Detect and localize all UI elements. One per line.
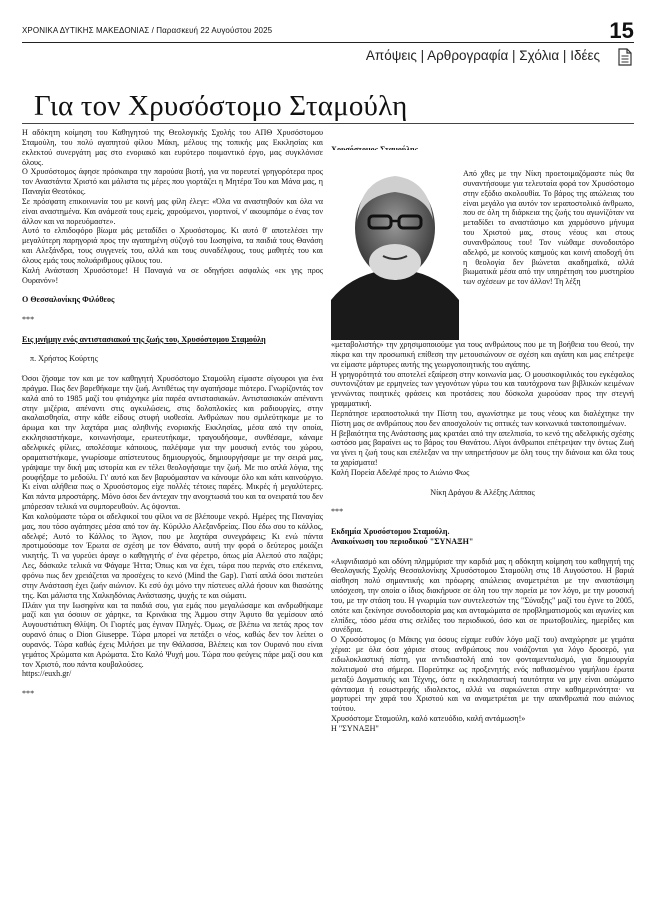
article-title: Για τον Χρυσόστομο Σταμούλη: [34, 90, 408, 122]
paragraph: Καλή Ανάσταση Χρυσόστομε! Η Παναγιά να σε οδηγήσει ασφαλώς «εκ γης προς Ουρανόν»!: [22, 265, 323, 285]
section-labels: Απόψεις | Αρθρογραφία | Σχόλια | Ιδέες: [365, 48, 600, 63]
paragraph: Η αδόκητη κοίμηση του Καθηγητού της Θεολογικής Σχολής του ΑΠΘ Χρυσόστομου Σταμούλη, του πολύ αγαπητού φίλου Μάκη, μέλους της τοπικής μας Εκκλησίας και εκλεκτού συνεργάτη μας στο ενοριακό και ευρύτερο ποιμαντικό έργο, μας συγκλόνισε όλους.: [22, 128, 323, 167]
separator-stars: ***: [22, 315, 35, 325]
right-column: [331, 340, 634, 734]
paragraph: Αυτό το ελπιδοφόρο βίωμα μάς μεταδίδει ο Χρυσόστομος. Κι αυτό θ' αποτελέσει την μεγαλύτερη παρηγοριά προς την αγαπημένη σύζυγό του Ιωσηφίνα, τα παιδιά τους Θανάση και Αλεξάνδρα, τους συγγενείς του, αλλά και τους συναδέλφους, τους μαθητές του και όλους εμάς τους πολυάριθμους φίλους του.: [22, 226, 323, 265]
signature: Ο Θεσσαλονίκης Φιλόθεος: [22, 295, 115, 305]
newspaper-name-date: ΧΡΟΝΙΚΑ ΔΥΤΙΚΗΣ ΜΑΚΕΔΟΝΙΑΣ / Παρασκευή 22 Αυγούστου 2025: [22, 26, 273, 35]
paragraph: Χρυσόστομε Σταμούλη, καλό κατευόδιο, καλή αντάμωση!»: [331, 714, 526, 724]
paragraph: Η βεβαιότητα της Ανάστασης μας κρατάει από την απελπισία, το κενό της αδελφικής σχέσης ωστόσο μας βαραίνει ως το βάρος του Θανάτου. Λίγοι άνθρωποι επέτρεψαν την όντως Ζωή να γίνει η ζωή τους και επέλεξαν να την υπηρετήσουν με όλη τους την διάνοια και όλα τους τα χαρίσματα!: [331, 428, 634, 468]
section-heading: Εις μνήμην ενός αντιστασιακού της ζωής του, Χρυσόστομου Σταμούλη: [22, 334, 266, 344]
left-column: [22, 128, 323, 699]
paragraph: «Αιφνιδιασμό και οδύνη πλημμύρισε την καρδιά μας η αδόκητη κοίμηση του καθηγητή της Θεολογικής Σχολής Θεσσαλονίκης Χρυσόστομου Σταμούλη στις 18 Αυγούστου. Η βαριά αίσθηση πολύ σημαντικής και πρόωρης απώλειας αναμετριέται με την αναστάσιμη υπόσχεση, την οποία ο ίδιος διακήρυσε σε όλη του την πορεία με τον λόγο, με την μουσική του, με την στάση του. Η γνωριμία των συντελεστών της "Σύναξης" μαζί του έγινε το 2005, οπότε και ξεκίνησε συνοδοιπορία μας και ανταμώματα σε προβληματισμούς και αγωνίες και ελπίδες, τόσο μέσα στις σελίδες του περιοδικού, όσο και σε πρωτοβουλίες, ημερίδες και συνέδρια.: [331, 556, 634, 635]
author-name: π. Χρήστος Κούρτης: [30, 354, 98, 364]
paragraph: Περπάτησε ιεραποστολικά την Πίστη του, αγωνίστηκε με τους νέους και διαλέχτηκε την Πίστη μας σε ανθρώπους που δεν αποσχολούν τις οπτικές των κοινωνικά τακτοποιημένων.: [331, 408, 634, 428]
signature: Η "ΣΥΝΑΞΗ": [331, 723, 379, 733]
separator-stars: ***: [331, 507, 344, 517]
separator-stars: ***: [22, 689, 35, 699]
paragraph: Και καλούμαστε τώρα οι αδελφικοί του φίλοι να σε βλέπουμε νεκρό. Ημέρες της Παναγίας μας, που τόσο αγάπησες μέσα από τον άγ. Κύριλλο Αλεξανδρείας. Που έδω σου το κάλλος, αδελφέ; Αυτό το Κάλλος το Άγιον, που με λαχτάρα συνεγράφεις; Κι ενώ πάντα προτιμούσαμε τον Έρωτα σε σχέση με τον Θάνατο, αυτή την φορά ο δεύτερος μοιάζει νικητής. Τι να γυρεύει άραγε ο καθηγητής σ' ένα φέρετρο, όπως μία Αλεπού στο παζάρι; Λες, δάσκαλε τελικά να Φάγαμε Ήττα; Όπως και να έχει, τώρα που περνάς στο επέκεινα, φρόνω πως δεν χρειάζεται να προσέχεις το κενό (Mind the Gap). Γιατί απλά όσοι πιστεύει στην Ανάσταση έχει ζωήν αιώνιον. Κι εσύ όχι μόνο την πίστευες αλλά ήσουν και θιασώτης της. Και μάλιστα της Χαλκηδόνιας Ανάστασης, ψυχής τε και σώματι.: [22, 511, 323, 600]
section-heading: Εκδημία Χρυσόστομου Σταμούλη.: [331, 527, 450, 537]
paragraph: Όσοι ζήσαμε τον και με τον καθηγητή Χρυσόστομο Σταμούλη είμαστε σίγουροι για ένα πράγμα. Πως δεν βαρεθήκαμε την ζωή. Αντιθέτως την αγαπήσαμε πιότερο. Γνωρίζοντάς τον καλά από το 1985 μαζί του φτιάχνηκε μία παρέα αντιστασιακών. Αντιστασιακών απέναντι στην μιζέρια, απέναντι στις αγκυλώσεις, στις δολοπλοκίες και ραδιουργίες, στην ακαλαισθησία, στην κάθε είδους στυφή υιοθεσία. Ανθρώπων που σμιλεύτηκαμε με το άρωμα και την λαχτάρα μιας αληθινής ενοριακής Εκκλησίας, μέσα από την οποία, εκκλησιαστήκαμε, κοινωνήσαμε, ερωτευτήκαμε, τραγουδήσαμε, συνθέσαμε, κάναμε αδελφικές φίλιες, απολέσαμε κάποιους, παλέψαμε για την μουσική εντός του χώρου, οραματιστήκαμε, γνωρίσαμε απίστευτους δημιουργούς, δημιουργήσαμε με την σειρά μας, γράψαμε την δική μας ιστορία και εν τέλει θεολογήσαμε την ζωή. Με πιο απλά λόγια, της ρουφήξαμε το μεδούλι. Γι' αυτό και δεν βαρυόμασταν να κάνουμε όλο και κάτι καινούργιο. Κι είναι αλήθεια πως ο Χρυσόστομος είχε πολλές τέτοιες παρέες. Μικρές ή μεγαλύτερες. Και πάντα μπροστάρης. Μόνο όσοι δεν άντεχαν την ανοιχτωσιά του και τα ονειρατά του δεν μπόρεσαν τελικά να συμπορευθούν. Ας όψονται.: [22, 374, 323, 512]
paragraph: «μεταβολιστής» την χρησιμοποιούμε για τους ανθρώπους που με τη βοήθεια του Θεού, την πίκρα και την προσωπική επίθεση την μετουσιώνουν σε σχέση και αγάπη και μας επέτρεψε να είμαστε μάρτυρες αυτής της γεωργοποιητικής του αγάπης.: [331, 340, 634, 369]
document-icon: [617, 48, 633, 66]
section-subheading: Ανακοίνωση του περιοδικού "ΣΥΝΑΞΗ": [331, 536, 474, 546]
paragraph: Ο Χρυσόστομος (ο Μάκης για όσους είχαμε ευθύν λόγο μαζί του) αναχώρησε με γεμάτα χέρια: με όλα όσα χάρισε στους ανθρώπους που νοιάζονται για λόγο δροσερό, για ειδωλοκλαστική πίστη, για αντιδιαστολή από τον φονταμενταλισμό, για δημιουργία πολιτισμού στο σήμερα. Πορεύτηκε ως προξενητής ενός παθιασμένου γαμήλιου έρωτα μεταξύ Δογματικής και Τέχνης, όστε η εκκλησιαστική ταυτότητα να μην είναι ασώματο φάντασμα ή εσωστρεφής ιδιολεκτος, αλλά να σαρκώνεται στην καθημερινότητα· να μαρτυρεί την χαρά του Χριστού και να αναμετριέται με την απανθρωπιά που αιώνιος τούτου.: [331, 635, 634, 714]
paragraph: Ο Χρυσόστομος άφησε πρόσκαιρα την παρούσα βιοτή, για να πορευτεί γρηγορότερα προς τον Αναστάντα Χριστό και μάλιστα τις μέρες που γιορτάζει η Μητέρα Του και Μάνα μας, η Παναγία Θεοτόκος.: [22, 167, 323, 197]
paragraph: Πλάιν για την Ιωσηφίνα και τα παιδιά σου, για εμάς που μεγαλώσαμε και ανδρωθήκαμε μαζί και για όσοιυν σε χάρηκε, τα Κρινάκια της Άμμου στην Άφυτο θα γεμίσουν από Αυγουστιάτικη Θλίψη. Οι Γιορτές μας έγιναν Πληγές. Όμως, σε βλέπω να πετάς προς τον ουρανό όπως ο Dion Giuseppe. Τώρα μπορεί να πετάξει ο νέος, καθώς δεν τον λείπει ο ουρανός. Τώρα καθώς έχεις Μιλήσει με την Θάλασσα, Βλέπεις και τον Ουρανό που είναι γεμάτος Χρώματα και Αρώματα. Στο Καλό Ψυχή μου. Τώρα που φεύγεις πάρε μαζί σου και τον Χριστό, που πάντα κουβαλούσες.: [22, 600, 323, 669]
header-rule: [22, 42, 634, 43]
paragraph: Από χθες με την Νίκη προετοιμαζόμαστε πώς θα συναντήσουμε για τελευταία φορά τον Χρυσόστομο στην εξόδιο ακολουθία. Το βάρος της απώλειας του είναι μεγάλο για αυτόν τον ιεραποστολικό άνθρωπο, που σε όλη τη διάρκεια της ζωής του αγωνίζόταν να μεταδίδει το αναστάσιμο και χαρμόσυνο μήνυμα του Χριστού μας, στους νέους και στους συνανθρώπους του! Τον νιώθαμε συνοδοιπόρο αδελφό, με κοινούς καημούς και κοινή αποδοχή ότι η θεολογία δεν βιώνεται ακαδημαϊκά, αλλά βιωματικά μέσα από την υπηρέτηση του μυστηρίου των σχέσεων με τον άλλον! Τη λέξη: [463, 169, 634, 287]
paragraph: Καλή Πορεία Αδελφέ προς το Αιώνιο Φως: [331, 467, 470, 477]
running-head: [22, 18, 634, 43]
paragraph: Σε πρόσφατη επικοινωνία του με κοινή μας φίλη έλεγε: «Όλα να αναστηθούν και όλα να είναι αναστημένα. Και ανάμεσά τους εμείς, χαρούμενοι, γιορτινοί, ν' ακουμπάμε ο ένας τον άλλον και να πορευόμαστε».: [22, 196, 323, 226]
source-link[interactable]: https://euxh.gr/: [22, 669, 72, 679]
title-rule: [22, 123, 634, 124]
signature: Νίκη Δράγου & Αλέξης Λάππας: [430, 487, 535, 497]
paragraph: Η γρηγορότητά του αποτελεί εξαίρεση στην κοινωνία μας. Ο μουσικοφιλικός του εγκέφαλος συντονιζόταν με ερμηνείες των γεγονότων γύρω του και ταυτόχρονα των βιβλικών κειμένων γεννώντας ποιητικές φράσεις και προτάσεις που δύσκολα χωρούσαν προς την στεγνή γραμματική.: [331, 369, 634, 409]
portrait-photo: [331, 150, 459, 340]
page-number: 15: [609, 18, 634, 43]
